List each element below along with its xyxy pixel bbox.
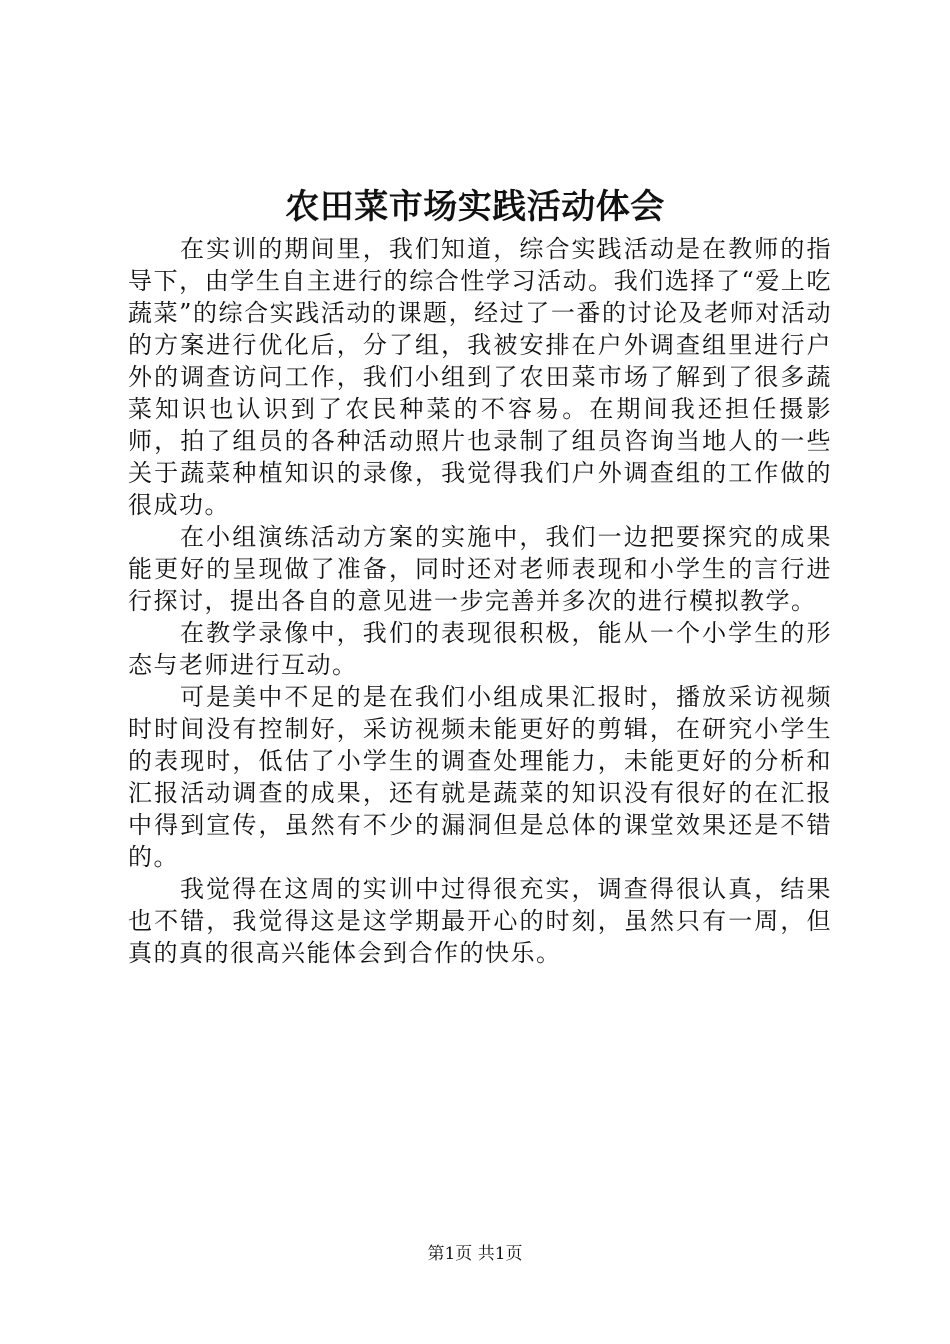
paragraph-2: 在小组演练活动方案的实施中，我们一边把要探究的成果能更好的呈现做了准备，同时还对老师表现和小学生的言行进行探讨，提出各自的意见进一步完善并多次的进行模拟教学。 — [128, 523, 832, 615]
paragraph-5: 我觉得在这周的实训中过得很充实，调查得很认真，结果也不错，我觉得这是这学期最开心的时刻，虽然只有一周，但真的真的很高兴能体会到合作的快乐。 — [128, 875, 832, 967]
paragraph-3: 在教学录像中，我们的表现很积极，能从一个小学生的形态与老师进行互动。 — [128, 619, 832, 679]
document-title: 农田菜市场实践活动体会 — [285, 187, 665, 227]
document-body — [128, 233, 832, 969]
paragraph-4: 可是美中不足的是在我们小组成果汇报时，播放采访视频时时间没有控制好，采访视频未能更好的剪辑，在研究小学生的表现时，低估了小学生的调查处理能力，未能更好的分析和汇报活动调查的成果，还有就是蔬菜的知识没有很好的在汇报中得到宣传，虽然有不少的漏洞但是总体的课堂效果还是不错的。 — [128, 683, 832, 871]
paragraph-1: 在实训的期间里，我们知道，综合实践活动是在教师的指导下，由学生自主进行的综合性学习活动。我们选择了“爱上吃蔬菜”的综合实践活动的课题，经过了一番的讨论及老师对活动的方案进行优化后，分了组，我被安排在户外调查组里进行户外的调查访问工作，我们小组到了农田菜市场了解到了很多蔬菜知识也认识到了农民种菜的不容易。在期间我还担任摄影师，拍了组员的各种活动照片也录制了组员咨询当地人的一些关于蔬菜种植知识的录像，我觉得我们户外调查组的工作做的很成功。 — [128, 235, 832, 519]
page-footer: 第1页 共1页 — [427, 1244, 523, 1264]
